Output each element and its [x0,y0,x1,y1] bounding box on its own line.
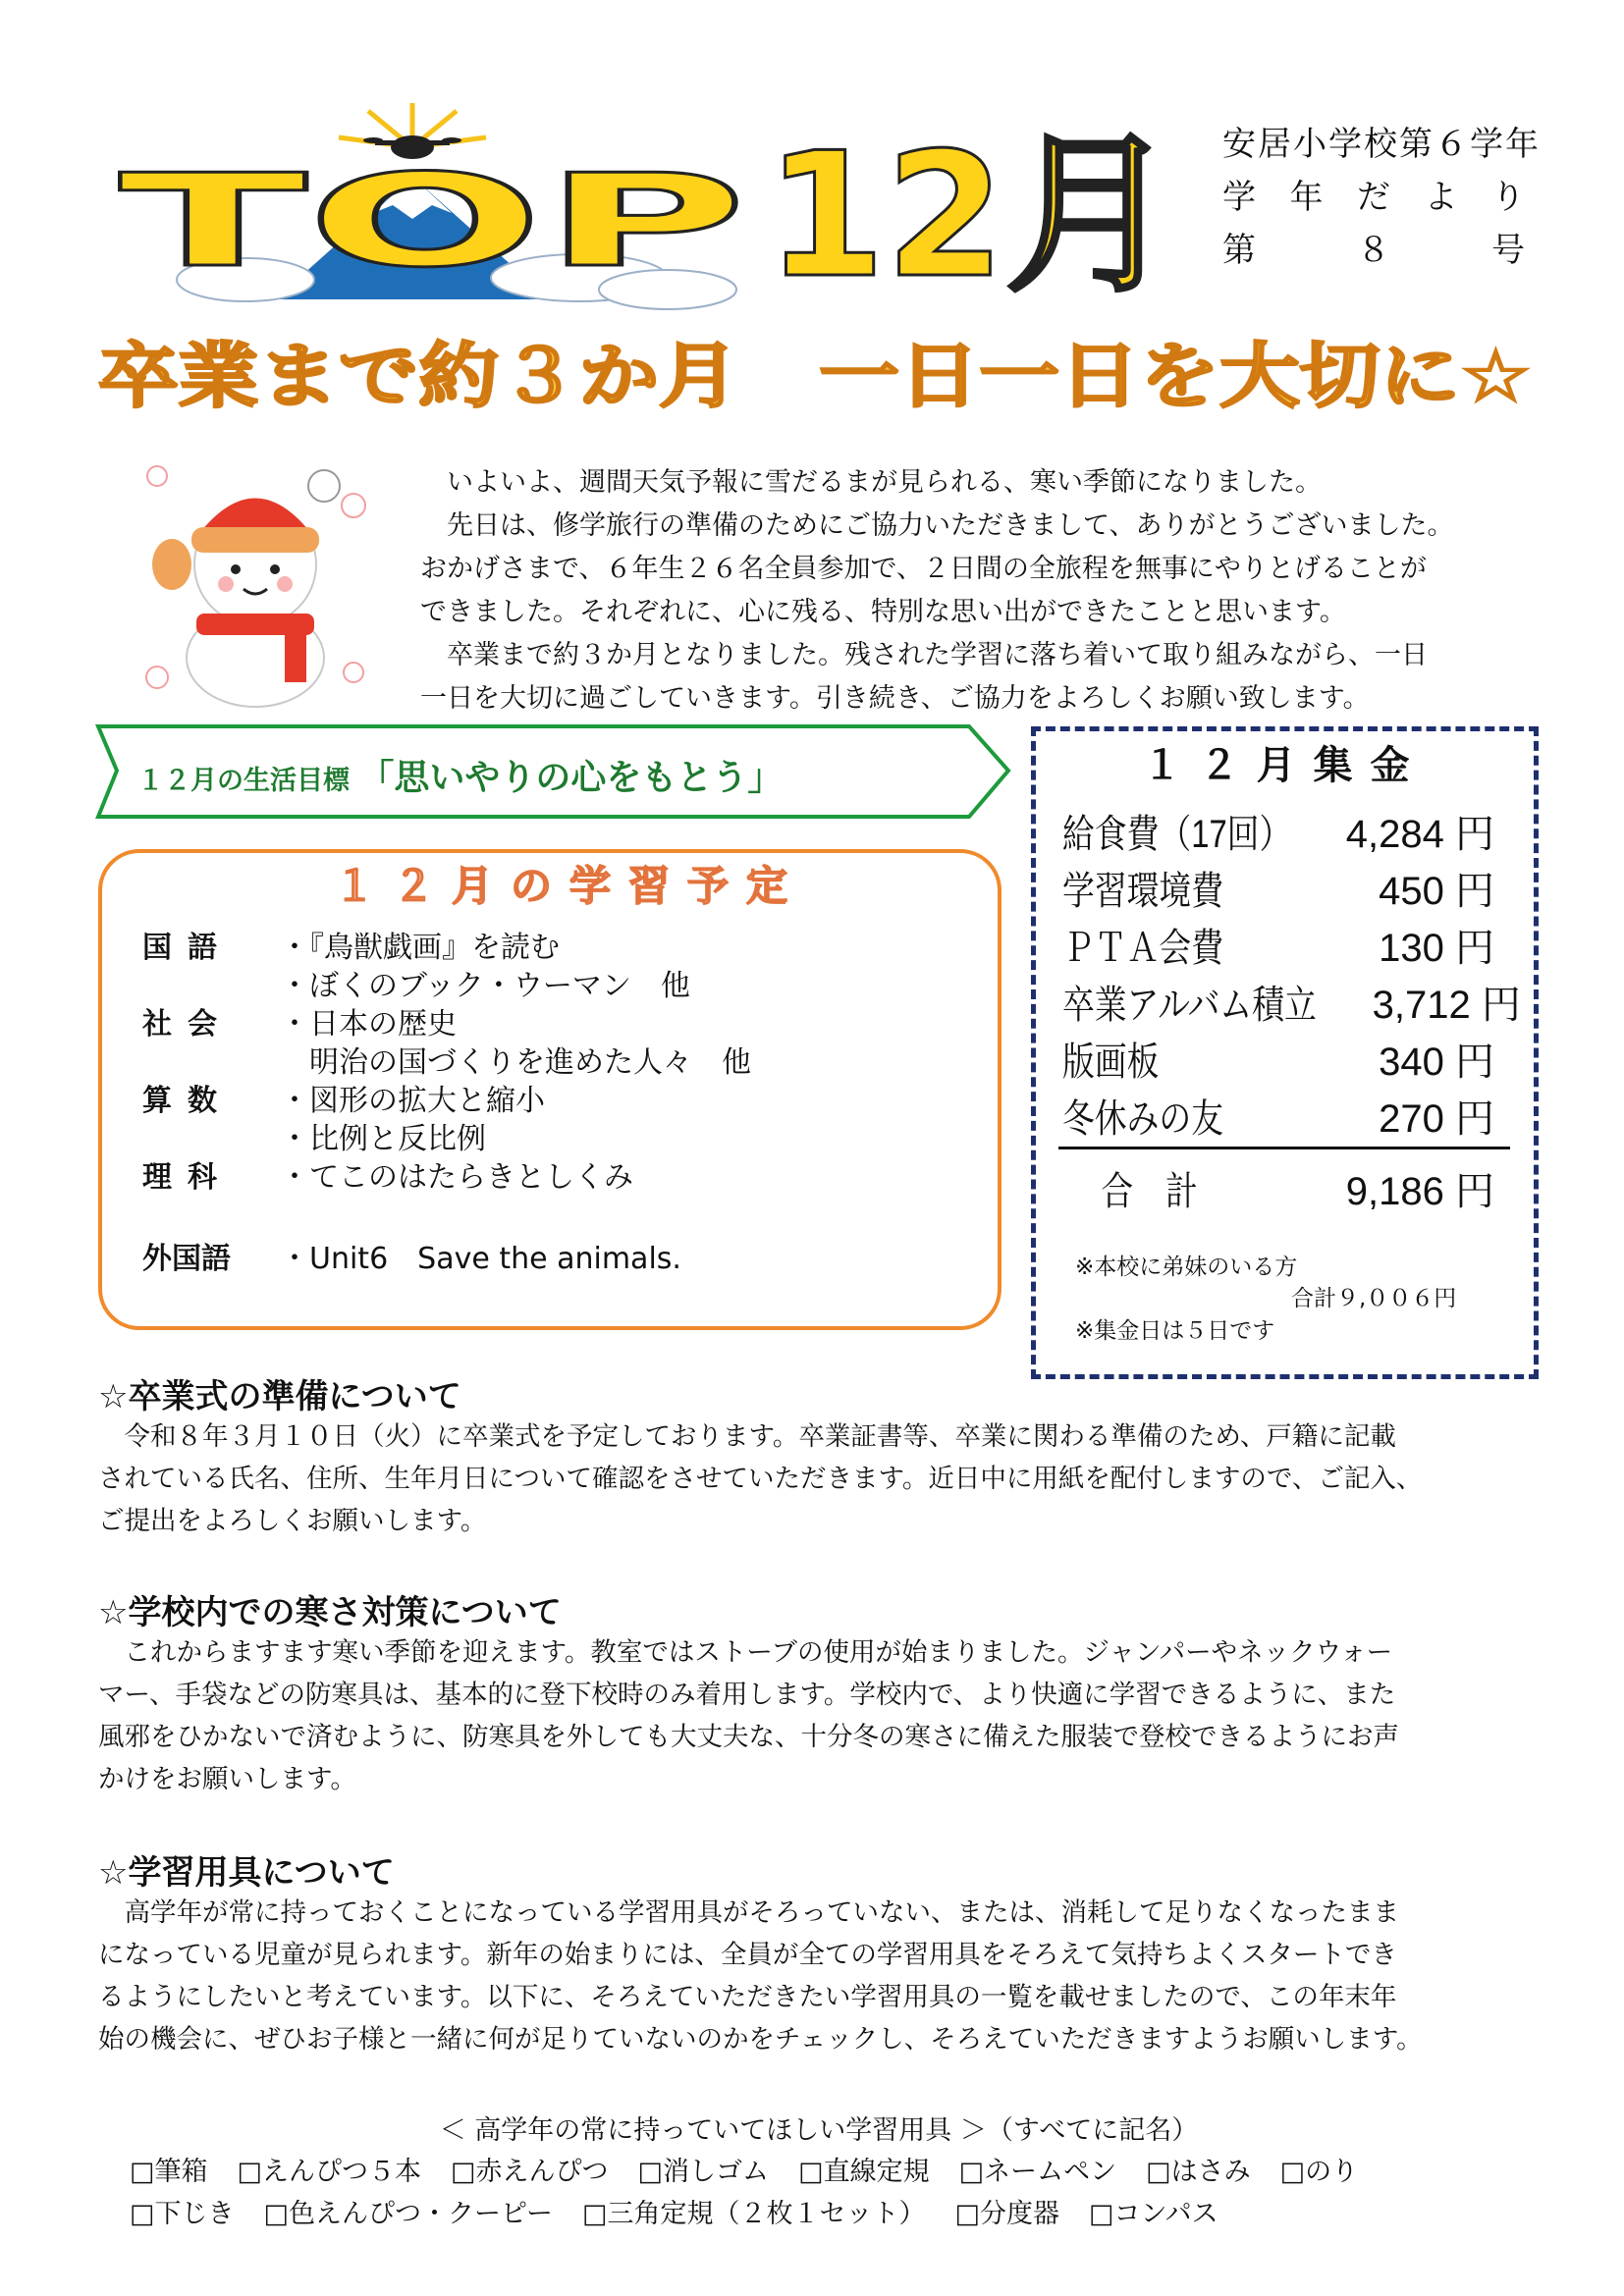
study-plan-subject: 算数 [142,1084,233,1118]
section-line: マー、手袋などの防寒具は、基本的に登下校時のみ着用します。学校内で、より快適に学習できるように、また [98,1680,1396,1710]
study-plan-title: １２月の学習予定 [333,862,805,910]
school-info-char: 学 [1470,125,1505,164]
study-plan-subject: 理科 [142,1160,233,1195]
school-info-char: ８ [1357,231,1392,270]
supply-item: □直線定規 [798,2157,930,2187]
school-info-char: 校 [1364,125,1399,164]
section-line: 始の機会に、ぜひお子様と一緒に何が足りていないのかをチェックし、そろえていただきますようお願いします。 [98,2024,1423,2055]
fee-note-sibling-total: 合計９,００６円 [1291,1286,1457,1311]
study-plan-subject [142,1042,280,1084]
school-info-char: 学 [1222,178,1258,217]
section-heading: ☆学校内での寒さ対策について [98,1593,562,1632]
fee-label: 給食費（17回） [1062,813,1292,856]
study-plan-row [142,1004,457,1045]
section-line: ご提出をよろしくお願いします。 [98,1506,487,1536]
study-plan-items: ・日本の歴史 [280,1007,457,1041]
supply-item: □分度器 [954,2199,1059,2229]
study-plan-items: ・『鳥獣戯画』を読む [280,931,560,965]
supplies-title: ＜ 高学年の常に持っていてほしい学習用具 ＞（すべてに記名） [439,2115,1199,2146]
study-plan-subject [142,1119,280,1160]
study-plan-subject: 国語 [142,931,233,965]
study-plan-items: 明治の国づくりを進めた人々 他 [280,1045,751,1080]
school-info-char: 年 [1289,178,1326,217]
fee-row [1062,1031,1494,1087]
fee-total-amount: 9,186 円 [1345,1170,1494,1213]
section-line: かけをお願いします。 [98,1764,356,1794]
study-plan-row [142,1157,633,1199]
fee-label: 卒業アルバム積立 [1062,984,1317,1027]
section-body [98,1892,1540,2060]
logo-text: TOP [118,146,746,295]
study-plan-row [142,966,690,1007]
section-line: 風邪をひかないで済むように、防寒具を外しても大丈夫な、十分冬の寒さに備えた服装で登校できるようにお声 [98,1722,1399,1752]
study-plan-items: ・ぼくのブック・ウーマン 他 [280,969,690,1003]
supply-item: □下じき [130,2199,235,2229]
study-plan-row [142,928,560,969]
section-body [98,1415,1540,1542]
fee-amount: 270 円 [1379,1097,1494,1141]
top-logo [118,103,1178,329]
school-info-char: 安 [1222,125,1258,164]
month-title: 12月 [766,117,1177,316]
intro-text [420,461,1530,721]
section-line: 令和８年３月１０日（火）に卒業式を予定しております。卒業証書等、卒業に関わる準備のため、戸籍に記載 [98,1421,1396,1452]
supply-item: □はさみ [1146,2157,1251,2187]
fee-amount: 4,284 円 [1345,813,1494,856]
intro-line: 一日を大切に過ごしていきます。引き続き、ご協力をよろしくお願い致します。 [420,683,1370,714]
school-info [1222,118,1541,277]
newsletter-name-line [1222,171,1527,224]
fee-row [1062,1088,1494,1144]
supply-item: □赤えんぴつ [451,2157,609,2187]
fee-amount: 450 円 [1379,870,1494,913]
supply-item: □消しゴム [637,2157,770,2187]
study-plan-row [142,1239,681,1280]
supplies-row [130,2192,1248,2230]
intro-line: できました。それぞれに、心に残る、特別な思い出ができたことと思います。 [420,597,1346,627]
section-line: されている氏名、住所、生年月日について確認をさせていただきます。近日中に用紙を配付しますので、ご記入、 [98,1464,1423,1494]
goal-label: １２月の生活目標 [137,766,350,796]
fee-label: 冬休みの友 [1062,1097,1223,1141]
school-info-char: 年 [1505,125,1541,164]
school-info-char: り [1491,178,1527,217]
fee-note-date: ※集金日は５日です [1075,1318,1275,1344]
supply-item: □えんぴつ５本 [237,2157,422,2187]
fee-row [1062,974,1521,1030]
study-plan-items: ・Unit6 Save the animals. [280,1242,681,1276]
section-line: るようにしたいと考えています。以下に、そろえていただきたい学習用具の一覧を載せましたので、この年末年 [98,1982,1397,2012]
intro-line: 先日は、修学旅行の準備のためにご協力いただきまして、ありがとうございました。 [420,510,1454,541]
school-info-char: よ [1424,178,1460,217]
school-info-char: 学 [1328,125,1364,164]
supply-item: □のり [1279,2157,1359,2187]
supply-item: □ネームペン [958,2157,1117,2187]
school-info-char: 号 [1491,231,1527,270]
fee-label: 学習環境費 [1062,870,1223,913]
supply-item: □色えんぴつ・クーピー [263,2199,553,2229]
fee-amount: 340 円 [1379,1041,1494,1084]
study-plan-subject [142,966,280,1007]
fee-row [1062,803,1494,859]
supply-item: □筆箱 [130,2157,208,2187]
fee-total-label: 合 計 [1101,1170,1198,1213]
study-plan-items: ・図形の拡大と縮小 [280,1084,545,1118]
fee-amount: 3,712 円 [1372,984,1521,1027]
section-line: 高学年が常に持っておくことになっている学習用具がそろっていない、または、消耗して足りなくなったまま [98,1897,1399,1928]
fee-total-row [1062,1160,1494,1216]
goal-slogan: 「思いやりの心をもとう」 [358,758,784,798]
study-plan-subject: 外国語 [142,1242,231,1276]
section-heading: ☆学習用具について [98,1853,395,1893]
intro-line: いよいよ、週間天気予報に雪だるまが見られる、寒い季節になりました。 [420,467,1322,498]
study-plan-row [142,1119,486,1160]
supplies-row [130,2150,1387,2188]
fee-label: 版画板 [1062,1041,1160,1084]
section-line: になっている児童が見られます。新年の始まりには、全員が全ての学習用具をそろえて気持ちよくスタートでき [98,1940,1397,1970]
school-info-char: ６ [1435,125,1470,164]
fee-amount: 130 円 [1379,927,1494,970]
fee-row [1062,860,1494,916]
intro-line: 卒業まで約３か月となりました。残された学習に落ち着いて取り組みながら、一日 [420,640,1428,670]
fee-row [1062,917,1494,973]
study-plan-items: ・てこのはたらきとしくみ [280,1160,633,1195]
issue-number-line [1222,224,1527,277]
section-heading: ☆卒業式の準備について [98,1377,461,1416]
headline [98,324,1571,422]
intro-line: おかげさまで、６年生２６名全員参加で、２日間の全旅程を無事にやりとげることが [420,554,1427,584]
study-plan-row [142,1042,751,1084]
goal-text [137,750,783,800]
school-info-char: 居 [1258,125,1293,164]
fee-title: １２月集金 [1142,743,1428,788]
snowman-icon [137,447,373,712]
fee-note-sibling: ※本校に弟妹のいる方 [1075,1255,1298,1280]
school-info-char: 第 [1399,125,1435,164]
svg-text:卒業まで約３か月 一日一日を大切に☆: 卒業まで約３か月 一日一日を大切に☆ [98,335,1532,417]
supply-item: □コンパス [1088,2199,1218,2229]
supply-item: □三角定規（２枚１セット） [581,2199,926,2229]
school-name-line [1222,118,1541,171]
fee-total-divider [1058,1147,1510,1149]
school-info-char: 第 [1222,231,1258,270]
study-plan-items: ・比例と反比例 [280,1122,486,1156]
study-plan-row [142,1081,545,1122]
section-body [98,1631,1540,1800]
fee-label: ＰＴＡ会費 [1062,927,1223,970]
section-line: これからますます寒い季節を迎えます。教室ではストーブの使用が始まりました。ジャンパーやネックウォー [98,1637,1393,1668]
school-info-char: 小 [1293,125,1328,164]
school-info-char: だ [1357,178,1392,217]
study-plan-subject: 社会 [142,1007,233,1041]
